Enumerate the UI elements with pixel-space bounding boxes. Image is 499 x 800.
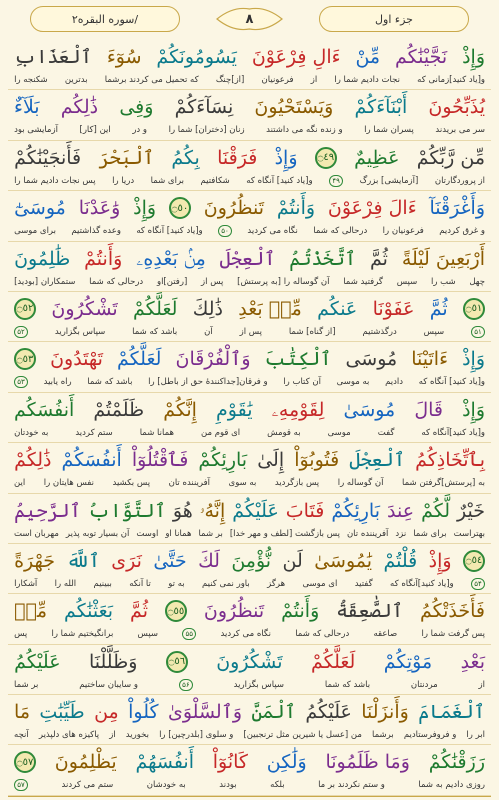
arabic-word: بَلَآءٌ [14,96,40,119]
arabic-word: لَن [282,549,303,572]
persian-translation-line [8,728,491,742]
arabic-word: سُوٓءَ [106,46,142,68]
arabic-word: وَأَنتُمْ [276,197,316,220]
arabic-word: نُّؤْمِنَ [231,549,272,572]
arabic-word: ٱلْكِتَٰبَ [264,348,332,371]
arabic-word: مَا [14,701,31,724]
translation-word: باشد که شما [324,679,371,690]
translation-word: بدترین [64,75,88,85]
arabic-word: تَهْتَدُونَ [50,348,103,371]
translation-word: به تو [168,578,185,589]
arabic-line [8,748,491,776]
arabic-word: بَارِئِكُمْ [198,449,248,472]
translation-word: پس [14,629,28,640]
arabic-word: وَأَنزَلْنَا [361,701,409,724]
verse-number-small: ۵۰ [218,225,232,237]
arabic-word: وَإِذْ [462,46,485,68]
verse-lines [8,40,491,796]
arabic-word: وَٱلسَّلْوَىٰ [167,701,242,724]
translation-word: فرعونیان را [382,226,424,237]
translation-word: درگذشتیم [362,326,397,337]
translation-word: آفریننده تان [346,528,389,539]
arabic-word: يَٰمُوسَىٰ [314,549,373,572]
arabic-word: ٱلتَّوَّابُ [87,499,166,522]
verse-line [8,191,491,241]
translation-word: بهتراست [453,528,485,539]
translation-word: سپس [423,326,445,337]
translation-word: [از گناه] شما [288,326,336,337]
translation-word: و فرقان[جداکنندهٔ حق از باطل] را [148,377,268,388]
arabic-line [8,547,491,575]
translation-word: همانا او [165,528,192,539]
translation-word: ببینیم [93,578,112,589]
persian-translation-line [8,174,491,188]
translation-word: پس بازگشت [لطف و مهر خدا] [229,528,340,539]
arabic-word: مُوسَى [345,348,398,371]
arabic-word: بَعْدِ [460,650,485,673]
arabic-word: وَأَنتُمْ [84,247,123,270]
translation-word: از [109,730,116,741]
translation-word: دادیم [385,377,404,388]
persian-translation-line [8,627,491,641]
translation-word: و غرق کردیم [439,226,485,237]
translation-word: که تحمیل می کردند برشما [104,75,199,85]
persian-translation-line [8,224,491,238]
translation-word: شکافتیم [200,175,230,186]
translation-word: باور نمی کنیم [202,578,250,589]
bottom-divider [8,796,491,797]
translation-word: ای قوم من [200,427,241,438]
arabic-word: فَأَنجَيْنَٰكُمْ [14,146,82,169]
translation-word: الله را [54,578,77,589]
arabic-word: جَهْرَةً [14,549,56,572]
translation-word: آن گوساله را [به پرستش] [237,276,330,287]
translation-word: زنان [دختران] شما را [168,125,245,136]
translation-word: درحالی که شما [313,226,368,237]
verse-line [8,40,491,90]
arabic-word: لَعَلَّكُمْ [117,348,162,371]
translation-word: و[یاد کنید]آنگاه که [421,427,485,438]
verse-line [8,342,491,392]
translation-word: درحالی که شما [295,629,350,640]
translation-word: روزی دادیم به شما [418,780,485,791]
translation-word: شکنجه را [14,75,48,85]
translation-word: بخورید [125,730,149,741]
translation-word: [آزمایشی] بزرگ [359,175,419,186]
translation-word: سر می بریدند [435,125,485,136]
translation-word: و زنده نگه می داشتند [266,125,343,136]
arabic-word: وَإِذْ [462,398,485,421]
arabic-word: بَعَثْنَٰكُم [64,600,114,623]
translation-word: ستمکاران [بودید] [14,276,76,287]
translation-word: همانا شما [139,427,174,438]
translation-word: به قومش [267,427,301,438]
arabic-word: تَنظُرُونَ [203,197,265,220]
translation-word: مردنتان [410,679,438,690]
persian-translation-line [8,678,491,692]
arabic-word: أَنفُسَكُم [14,398,75,421]
translation-word: [رفتن]او [156,276,188,287]
translation-word: و[یاد کنید] آنگاه که [418,377,485,388]
verse-number-marker: ۝٥٠ [169,197,191,219]
arabic-line [8,43,491,71]
translation-word: برای موسی [14,226,56,237]
translation-word: برای شما [413,528,447,539]
arabic-word: هُوَ [172,499,193,522]
translation-word: بلکه [270,780,285,791]
translation-word: و[یاد کنید]زمانی که [417,75,485,85]
arabic-word: قُلْتُمْ [383,549,418,572]
arabic-word: ٱلْعِجْلَ [349,449,405,472]
verse-line [8,393,491,443]
translation-word: مهربان است [14,528,59,539]
persian-translation-line [8,275,491,289]
arabic-word: رَزَقْنَٰكُمْ [428,751,485,774]
arabic-word: طَيِّبَٰتِ [39,701,85,724]
arabic-word: مُوسَىٰ [343,398,396,421]
translation-word: و[یاد کنید]آنگاه که [390,578,454,589]
arabic-word: نَرَى [111,549,142,572]
arabic-word: أَرْبَعِينَ لَيْلَةً [401,247,485,270]
translation-word: و در [132,125,148,136]
arabic-word: بَارِئِكُمْ [331,499,380,522]
verse-line [8,745,491,795]
arabic-word: مُوسَىٰٓ [14,197,66,220]
translation-word: برشما [372,730,394,741]
translation-word: به خودتان [14,427,49,438]
persian-translation-line [8,325,491,339]
arabic-word: ٱلْغَمَامَ [418,701,485,724]
verse-number-marker: ۝٥٢ [14,298,36,320]
translation-word: باشد که شما [132,326,178,337]
translation-word: برانگیختیم شما را [51,629,114,640]
arabic-line [8,698,491,726]
persian-translation-line [8,476,491,490]
arabic-word: وَإِذْ [428,549,452,572]
arabic-word: وَأَنتُمْ [281,600,320,623]
translation-word: آن بسیار توبه پذیر [65,528,130,539]
verse-line [8,292,491,342]
verse-number-marker: ۝٥١ [463,298,485,320]
translation-word: آن [204,326,213,337]
arabic-word: وَإِذْ [274,146,298,169]
persian-translation-line [8,73,491,87]
arabic-word: ٱللَّهَ [66,549,100,572]
arabic-word: لِقَوْمِهِۦ [271,398,325,421]
translation-word: به سوی [228,478,257,489]
translation-word: پس از [201,276,224,287]
arabic-word: عَلَيْكُمُ [305,701,352,724]
translation-word: نگاه می کردید [247,226,298,237]
translation-word: پس گرفت شما را [421,629,485,640]
arabic-line [8,245,491,273]
arabic-word: وَلَٰكِن [266,751,307,774]
translation-word: پس نجات دادیم شما را [14,175,96,186]
translation-word: نزد [395,528,407,539]
arabic-word: إِنَّكُمْ [163,398,197,421]
translation-word: سپاس بگزارید [54,326,106,337]
translation-word: آنچه [14,730,29,741]
translation-word: من [عسل یا شیرین مثل ترنجبین] [243,730,362,741]
arabic-line [8,597,491,625]
persian-translation-line [8,577,491,591]
arabic-line [8,194,491,222]
translation-word: دریا را [112,175,135,186]
verse-number-small: ۵۶ [179,679,193,691]
verse-number-marker: ۝٥٤ [463,550,485,572]
translation-word: گفتید [354,578,373,589]
verse-number-marker: ۝٥٣ [14,348,36,370]
translation-word: از [310,75,318,85]
arabic-word: وَمَا ظَلَمُونَا [325,751,410,774]
arabic-line [8,144,491,172]
arabic-word: يُذَبِّحُونَ [428,96,485,119]
arabic-line [8,648,491,676]
arabic-word: وَٰعَدْنَا [78,197,121,220]
juz-title: جزء اول [319,6,469,32]
arabic-line [8,497,491,525]
translation-word: پس بازگردید [274,478,320,489]
translation-word: و ستم نکردند بر ما [318,780,385,791]
translation-word: نفس هایتان را [43,478,94,489]
arabic-word: يَسُومُونَكُمْ [156,46,237,68]
verse-number-small: ۵۳ [14,376,28,388]
translation-word: این [14,478,26,489]
arabic-word: ثُمَّ [369,247,388,270]
translation-word: و فروفرستادیم [403,730,457,741]
translation-word: آفریننده تان [168,478,211,489]
arabic-word: ظَٰلِمُونَ [14,247,71,270]
verse-line [8,645,491,695]
translation-word: آشکارا [14,578,38,589]
translation-word: از [478,679,485,690]
translation-word: پاکیزه های دلپذیر [38,730,100,741]
arabic-word: يَٰقَوْمِ [216,398,253,421]
arabic-word: مِن [94,701,119,724]
page-number-label: ۸ [245,11,254,27]
page-header [0,0,499,40]
arabic-word: كَانُوٓاْ [212,751,248,774]
translation-word: و[یاد کنید] آنگاه که [136,226,203,237]
translation-word: و[یاد کنید] آنگاه که [246,175,313,186]
arabic-line [8,295,491,323]
arabic-word: لَعَلَّكُمْ [133,297,178,320]
arabic-word: كُلُواْ [128,701,159,724]
arabic-word: ٱلرَّحِيمُ [14,499,81,522]
arabic-word: ءَاتَيْنَا [411,348,449,371]
verse-number-small: ۴۹ [329,175,343,187]
page-number [215,4,284,34]
arabic-word: ٱتَّخَذْتُمُ [289,247,357,270]
arabic-word: ٱلْمَنَّ [251,701,296,724]
verse-number-small: ۵۲ [14,326,28,338]
translation-word: [از]چنگ [215,75,245,85]
translation-word: گفت [377,427,395,438]
arabic-word: ذَٰلِكُم [60,96,99,119]
translation-word: ابر را [466,730,485,741]
translation-word: بودند [219,780,237,791]
translation-word: سپس [137,629,159,640]
translation-word: به [پرستش]گرفتن شما [402,478,485,489]
translation-word: گرفتید شما [343,276,383,287]
arabic-word: وَإِذْ [133,197,157,220]
translation-word: نجات دادیم شما را [334,75,400,85]
verse-number-small: ۵۵ [182,628,196,640]
verse-line [8,544,491,594]
translation-word: چهل [469,276,485,287]
verse-line [8,90,491,140]
verse-line [8,141,491,191]
verse-number-marker: ۝٥٦ [166,651,188,673]
translation-word: و سلوی [بلدرچین] را [159,730,234,741]
arabic-word: تَشْكُرُونَ [216,650,283,673]
translation-word: درحالی که شما [89,276,144,287]
arabic-word: بِٱتِّخَاذِكُمُ [415,449,485,472]
arabic-line [8,93,491,121]
translation-word: سپس [396,276,418,287]
arabic-word: لَّكُمْ [421,499,451,522]
arabic-word: فَأَخَذَتْكُمُ [419,600,485,623]
persian-translation-line [8,375,491,389]
arabic-word: ٱلصَّٰعِقَةُ [336,600,404,623]
arabic-word: فَٱقْتُلُوٓاْ [131,449,189,472]
arabic-word: وَأَغْرَقْنَآ [429,197,485,220]
translation-word: صاعقه [373,629,398,640]
arabic-word: ذَٰلِكُمْ [14,449,52,472]
persian-translation-line [8,426,491,440]
translation-word: نگاه می کردید [220,629,271,640]
arabic-word: نِسَآءَكُمْ [174,96,234,119]
translation-word: به موسی [336,377,370,388]
translation-word: راه یابید [43,377,72,388]
arabic-word: مِّن رَّبِّكُمْ [416,146,485,169]
translation-word: برای شما [150,175,185,186]
arabic-word: ٱلْعَذَابِ [14,46,92,68]
persian-translation-line [8,123,491,137]
arabic-word: ءَالَ فِرْعَوْنَ [327,197,417,220]
arabic-word: فَرَقْنَا [217,146,258,169]
verse-line [8,494,491,544]
arabic-word: وَيَسْتَحْيُونَ [254,96,334,119]
verse-number-small: ۵۱ [471,326,485,338]
arabic-word: مَوْتِكُمْ [383,650,433,673]
arabic-word: فَتَابَ [285,499,325,522]
arabic-word: تَنظُرُونَ [203,600,265,623]
arabic-word: أَبْنَآءَكُمْ [354,96,408,119]
surah-title: سوره البقره۲/ [30,6,180,32]
verse-line [8,242,491,292]
arabic-word: فَتُوبُوٓاْ [294,449,340,472]
verse-number-marker: ۝٤٩ [315,147,337,169]
arabic-word: إِنَّهُۥ [199,499,226,522]
arabic-line [8,396,491,424]
verse-line [8,443,491,493]
arabic-word: ءَالِ فِرْعَوْنَ [251,46,341,68]
arabic-word: عَفَوْنَا [372,297,415,320]
arabic-word: ٱلْبَحْرَ [98,146,155,169]
arabic-word: نَجَّيْنَٰكُم [395,46,448,68]
arabic-word: لَكَ [198,549,220,572]
arabic-word: مِّنۢ [14,600,48,623]
arabic-word: وَفِى [119,96,154,119]
arabic-word: عَلَيْكُمُ [14,650,61,673]
arabic-word: وَٱلْفُرْقَانَ [175,348,251,371]
translation-word: بر شما [14,679,39,690]
verse-number-marker: ۝٥٧ [14,751,36,773]
arabic-line [8,446,491,474]
translation-word: پس از [239,326,262,337]
arabic-word: تَشْكُرُونَ [51,297,118,320]
translation-word: شب را [430,276,456,287]
translation-word: موسی [327,427,351,438]
arabic-word: وَإِذْ [462,348,485,371]
arabic-word: وَظَلَّلْنَا [88,650,138,673]
arabic-word: بِكُمُ [171,146,200,169]
arabic-word: خَيْرٌ [457,499,485,522]
arabic-word: قَالَ [414,398,443,421]
arabic-word: إِلَىٰ [257,449,285,472]
translation-word: بر شما [198,528,223,539]
translation-word: این [کار] [79,125,111,136]
translation-word: پس بکشید [112,478,151,489]
arabic-word: ثُمَّ [130,600,148,623]
arabic-word: ثُمَّ [429,297,448,320]
verse-number-small: ۵۴ [471,578,485,590]
verse-line [8,594,491,644]
arabic-word: مِّنۢ بَعْدِ [238,297,302,320]
persian-translation-line [8,778,491,792]
arabic-word: عَنكُم [317,297,358,320]
translation-word: تا آنکه [129,578,151,589]
arabic-word: مِّنْ [355,46,381,68]
arabic-word: عِندَ [387,499,415,522]
arabic-word: عَظِيمٌ [354,146,400,169]
arabic-word: مِنۢ بَعْدِهِۦ [136,247,206,270]
arabic-word: يَظْلِمُونَ [54,751,117,774]
translation-word: هرگز [267,578,286,589]
translation-word: آزمایشی بود [14,125,58,136]
arabic-word: ظَلَمْتُمْ [93,398,145,421]
translation-word: فرعونیان [261,75,294,85]
persian-translation-line [8,527,491,541]
translation-word: آن کتاب را [283,377,321,388]
translation-word: به خودشان [146,780,186,791]
translation-word: پسران شما را [364,125,414,136]
arabic-word: أَنفُسَكُمْ [61,449,122,472]
translation-word: وعده گذاشتیم [71,226,121,237]
arabic-word: عَلَيْكُمْ [232,499,279,522]
translation-word: از پروردگارتان [434,175,485,186]
arabic-word: حَتَّىٰ [153,549,187,572]
translation-word: اوست [136,528,159,539]
verse-number-marker: ۝٥٥ [165,600,187,622]
verse-number-small: ۵۷ [14,779,28,791]
translation-word: باشد که شما [87,377,133,388]
arabic-line [8,345,491,373]
arabic-word: أَنفُسَهُمْ [135,751,194,774]
verse-line [8,695,491,745]
translation-word: ستم کردید [75,427,113,438]
translation-word: ای موسی [302,578,338,589]
translation-word: سپاس بگزارید [233,679,285,690]
translation-word: و سایبان ساختیم [79,679,138,690]
arabic-word: لَعَلَّكُمْ [310,650,356,673]
translation-word: آن گوساله را [337,478,384,489]
translation-word: ستم می کردند [61,780,114,791]
arabic-word: ذَٰلِكَ [192,297,223,320]
arabic-word: ٱلْعِجْلَ [219,247,276,270]
